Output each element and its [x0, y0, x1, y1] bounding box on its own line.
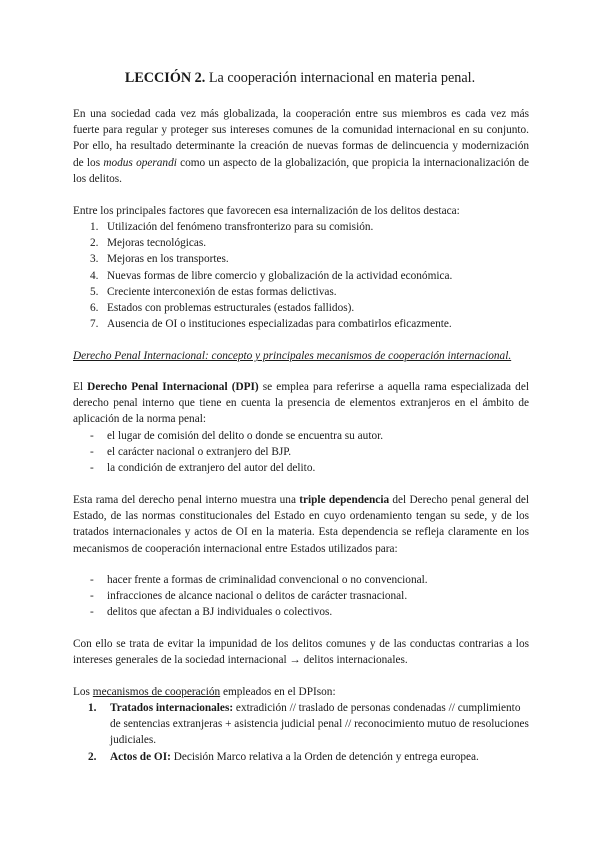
list-item: 2. Actos de OI: Decisión Marco relativa a la Orden de detención y entrega europea. [88, 750, 479, 763]
list-item: 4. Nuevas formas de libre comercio y globalización de la actividad económica. [90, 269, 453, 282]
lesson-number: LECCIÓN 2. [124, 70, 206, 86]
mechanisms-list [73, 700, 529, 765]
foreign-elements-list [73, 428, 529, 477]
list-item: 5. Creciente interconexión de estas formas delictivas. [90, 285, 337, 298]
dependency-paragraph: Esta rama del derecho penal interno muestra una triple dependencia del Derecho penal general del Estado, de las normas constitucionales del Estado en cuyo ordenamiento tengan su sede, y de los tratados internacionales y actos de OI en la materia. Esta dependencia se refleja claramente en los mecanismos de cooperación internacional entre Estados utilizados para: [73, 494, 529, 555]
list-item: 6. Estados con problemas estructurales (estados fallidos). [90, 302, 355, 315]
page-title [0, 70, 600, 87]
intro-paragraph: En una sociedad cada vez más globalizada, la cooperación entre sus miembros es cada vez más fuerte para regular y proteger sus intereses comunes de la comunidad internacional en su conjunto. Por ello, ha resultado determinante la creación de nuevas formas de delincuencia y modernización de los modus operandi como un aspecto de la globalización, que propicia la internacionalización de los delitos. [73, 108, 529, 185]
list-item: - el carácter nacional o extranjero del BJP. [90, 446, 292, 459]
section-heading: Derecho Penal Internacional: concepto y principales mecanismos de cooperación internacional. [73, 350, 512, 362]
list-item: - infracciones de alcance nacional o delitos de carácter trasnacional. [90, 590, 408, 603]
list-item: - delitos que afectan a BJ individuales o colectivos. [90, 606, 333, 619]
factors-list [73, 219, 529, 332]
dpi-term: Derecho Penal Internacional (DPI) [87, 381, 259, 393]
triple-dependency-term: triple dependencia [299, 494, 390, 506]
list-item: 7. Ausencia de OI o instituciones especializadas para combatirlos eficazmente. [90, 318, 452, 331]
lesson-title: La cooperación internacional en materia penal. [205, 70, 476, 86]
list-item: 3. Mejoras en los transportes. [90, 253, 229, 266]
list-item: - la condición de extranjero del autor del delito. [90, 462, 316, 475]
mechanisms-term: mecanismos de cooperación [92, 686, 221, 698]
modus-operandi-term: modus operandi [103, 156, 177, 169]
list-item: - el lugar de comisión del delito o donde se encuentra su autor. [90, 430, 384, 442]
list-item: 1. Utilización del fenómeno transfronterizo para su comisión. [90, 221, 374, 233]
list-item: 1. Tratados internacionales: extradición // traslado de personas condenadas // cumplimiento de sentencias extranjeras + asistencia judicial penal // reconocimiento mutuo de resoluciones judiciales. [88, 702, 529, 747]
factors-lead: Entre los principales factores que favorecen esa internalización de los delitos destaca: [73, 205, 460, 217]
list-item: - hacer frente a formas de criminalidad convencional o no convencional. [90, 574, 428, 586]
dpi-definition: El Derecho Penal Internacional (DPI) se emplea para referirse a aquella rama especializada del derecho penal interno que tiene en cuenta la presencia de elementos extranjeros en el ámbito de aplicación de la norma penal: [73, 381, 529, 426]
impunity-paragraph: Con ello se trata de evitar la impunidad de los delitos comunes y de las conductas contrarias a los intereses generales de la sociedad internacional → delitos internacionales. [73, 638, 529, 667]
list-item: 2. Mejoras tecnológicas. [90, 237, 207, 250]
mechanisms-lead: Los mecanismos de cooperación empleados en el DPIson: [73, 686, 336, 698]
purposes-list [73, 572, 529, 621]
